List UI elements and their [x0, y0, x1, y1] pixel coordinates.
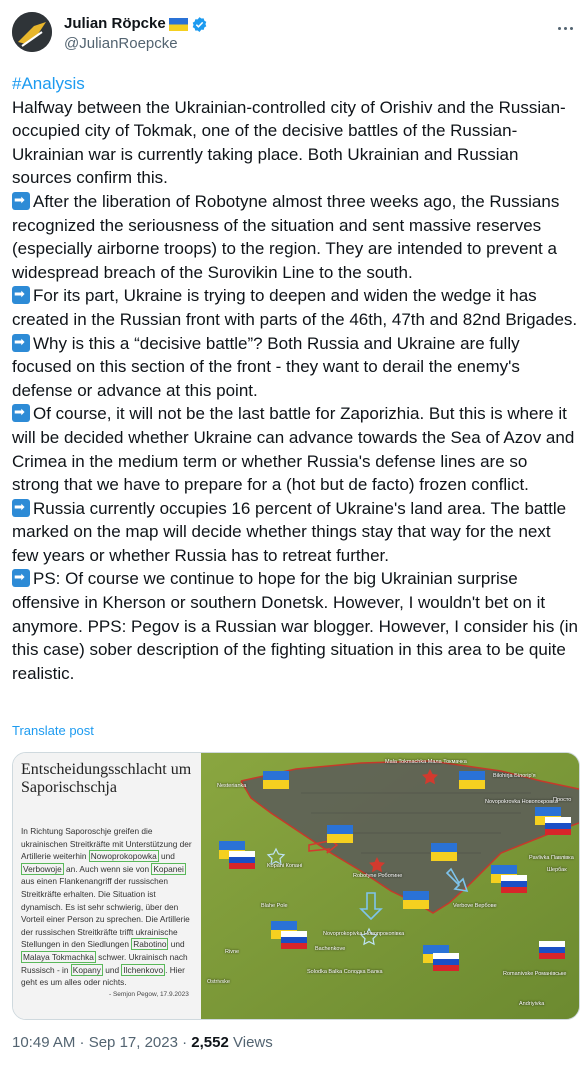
- panel-text: In Richtung Saporoschje greifen die ukrainischen Streitkräfte mit Unterstützung der Artillerie weiterhin Nowoprokopowka und Verbowoje an. Auch wenn sie von Kopanei aus einen Flankenangriff der russischen Streitkräfte erhalten. Die Situation ist dynamisch. Es ist sehr schwierig, über den Vorteil einer Person zu sprechen. Die Artillerie der russischen Streitkräfte trifft ukrainische Stellungen in den Siedlungen Rabotino und Malaya Tokmachka schwer. Ukrainisch nach Russisch - in Kopany und Ilchenkovo . Hier geht es um alles oder nichts.: [21, 826, 192, 988]
- ukraine-flag-icon: [431, 843, 457, 861]
- map-label: Novopokrovka Новопокровка: [485, 799, 558, 805]
- map-label: Kopani Копані: [267, 863, 303, 869]
- map-label: Solodka Balka Солодка Балка: [307, 969, 383, 975]
- battle-map: [201, 753, 579, 1019]
- translate-post-link[interactable]: Translate post: [12, 723, 94, 738]
- russia-flag-icon: [281, 931, 307, 949]
- ukraine-flag-icon: [327, 825, 353, 843]
- ukraine-flag-icon: [169, 18, 188, 31]
- quote-panel: [13, 753, 201, 1019]
- hashtag-link[interactable]: #Analysis: [12, 74, 85, 93]
- map-label: Blahe Pole: [261, 903, 288, 909]
- russia-flag-icon: [501, 875, 527, 893]
- map-label: Robotyne Роботине: [353, 873, 403, 879]
- paragraph: Of course, it will not be the last battle for Zaporizhia. But this is where it will be decided whether Ukraine can advance towards the Sea of Azov and Crimea in the medium term or whether Russia's defense lines are so strong that we have to prepare for a (hot but de facto) frozen conflict.: [12, 404, 575, 495]
- paragraph: PS: Of course we continue to hope for the big Ukrainian surprise offensive in Kherson or southern Donetsk. However, I wouldn't bet on it anymore. PPS: Pegov is a Russian war blogger. However, I consider his (in this case) sober description of the fighting situation in this area to be quite realistic.: [12, 569, 578, 683]
- views-label: Views: [228, 1034, 273, 1051]
- map-label: Pavlivka Павлівка: [529, 855, 574, 861]
- paragraph: After the liberation of Robotyne almost three weeks ago, the Russians recognized the seriousness of the situation and sent massive reserves (especially airborne troops) to the region. They are intended to prevent a widespread breach of the Surovikin Line to the south.: [12, 191, 560, 282]
- map-label: Mala Tokmachka Мала Токмачка: [385, 759, 467, 765]
- map-label: Ostrivske: [207, 979, 230, 985]
- map-label: Bilohirja Білогір'я: [493, 773, 536, 779]
- paragraph: Russia currently occupies 16 percent of Ukraine's land area. The battle marked on the map will decide whether things stay that way for the next few years or whether Russia has to retreat further.: [12, 498, 567, 565]
- right-arrow-icon: [12, 286, 30, 304]
- map-label: Nesterianka: [217, 783, 247, 789]
- paragraph: For its part, Ukraine is trying to deepen and widen the wedge it has created in the Russian front with parts of the 46th, 47th and 82nd Brigades.: [12, 286, 578, 329]
- post-time[interactable]: 10:49 AM · Sep 17, 2023 ·: [12, 1034, 192, 1051]
- media-image[interactable]: [12, 752, 580, 1020]
- display-name[interactable]: Julian Röpcke: [64, 14, 208, 34]
- author-names: [64, 14, 208, 54]
- map-label: Rivne: [225, 949, 240, 955]
- map-label: Verbove Вербове: [453, 903, 497, 909]
- signature: - Semjon Pegow, 17.9.2023: [109, 991, 189, 998]
- right-arrow-icon: [12, 499, 30, 517]
- map-label: Andriyivka: [519, 1001, 545, 1007]
- panel-title: Entscheidungsschlacht um Saporischschja: [21, 761, 192, 796]
- ukraine-flag-icon: [459, 771, 485, 789]
- ukraine-flag-icon: [403, 891, 429, 909]
- ukraine-flag-icon: [263, 771, 289, 789]
- map-label: Bachenkove: [315, 946, 346, 952]
- russia-flag-icon: [539, 941, 565, 959]
- right-arrow-icon: [12, 404, 30, 422]
- paragraph: Why is this a “decisive battle”? Both Russia and Ukraine are fully focused on this section of the front - they want to derail the enemy's defense or advance at this point.: [12, 333, 520, 400]
- right-arrow-icon: [12, 192, 30, 210]
- paragraph: Halfway between the Ukrainian-controlled city of Orishiv and the Russian-occupied city of Tokmak, one of the decisive battles of the Russian-Ukrainian war is currently taking place. Both Ukrainian and Russian sources confirm this.: [12, 97, 566, 188]
- verified-badge-icon: [191, 16, 208, 33]
- russia-flag-icon: [545, 817, 571, 835]
- tweet-text: [12, 72, 578, 685]
- map-label: Novoprokopivka Новопрокопівка: [323, 931, 405, 937]
- post-metadata: [12, 1034, 273, 1051]
- russia-flag-icon: [433, 953, 459, 971]
- map-label: Просто: [553, 797, 572, 803]
- russia-flag-icon: [229, 851, 255, 869]
- handle[interactable]: @JulianRoepcke: [64, 35, 178, 52]
- tweet-header: [12, 12, 576, 56]
- right-arrow-icon: [12, 334, 30, 352]
- map-label: Шербак: [547, 867, 567, 873]
- more-options-icon[interactable]: [556, 18, 576, 38]
- views-count: 2,552: [191, 1034, 229, 1051]
- right-arrow-icon: [12, 569, 30, 587]
- avatar[interactable]: [12, 12, 52, 52]
- map-label: Romanivske Романівське: [503, 971, 567, 977]
